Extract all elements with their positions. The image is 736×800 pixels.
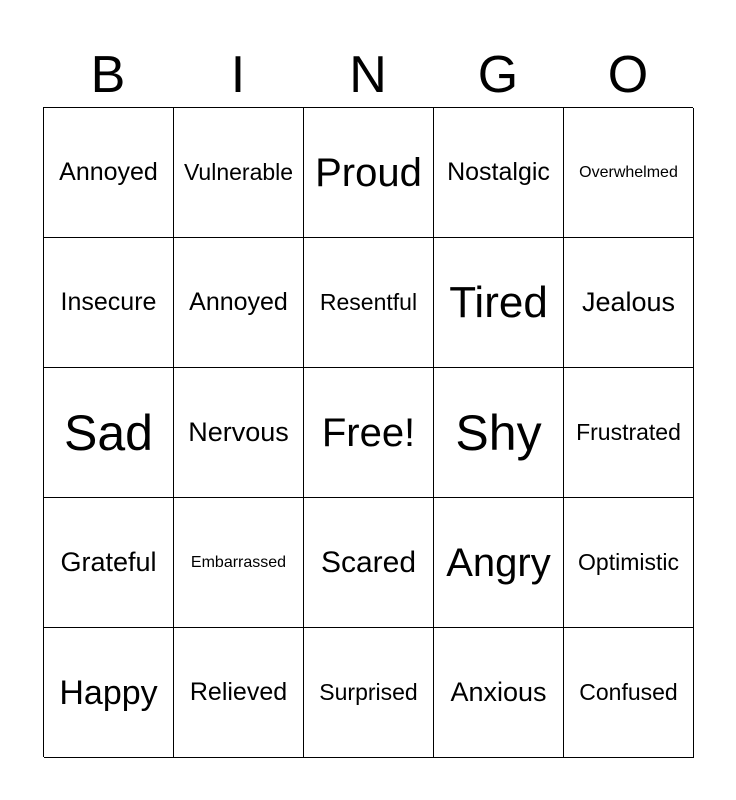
bingo-cell[interactable]: Nostalgic [434, 108, 564, 238]
header-letter-b: B [90, 46, 126, 104]
header-letter-o: O [607, 46, 649, 104]
bingo-cell[interactable]: Annoyed [174, 238, 304, 368]
header-letter-g: G [477, 46, 519, 104]
bingo-cell[interactable]: Confused [564, 628, 694, 758]
bingo-cell[interactable]: Proud [304, 108, 434, 238]
bingo-cell[interactable]: Surprised [304, 628, 434, 758]
bingo-cell[interactable]: Relieved [174, 628, 304, 758]
bingo-cell[interactable]: Tired [434, 238, 564, 368]
bingo-cell[interactable]: Vulnerable [174, 108, 304, 238]
bingo-header [43, 40, 693, 110]
bingo-cell[interactable]: Shy [434, 368, 564, 498]
free-space-cell[interactable]: Free! [304, 368, 434, 498]
header-letter-i: I [230, 46, 246, 104]
bingo-cell[interactable]: Jealous [564, 238, 694, 368]
bingo-cell[interactable]: Optimistic [564, 498, 694, 628]
bingo-cell[interactable]: Sad [44, 368, 174, 498]
bingo-cell[interactable]: Overwhelmed [564, 108, 694, 238]
bingo-cell[interactable]: Anxious [434, 628, 564, 758]
bingo-cell[interactable]: Nervous [174, 368, 304, 498]
bingo-board [43, 107, 693, 757]
bingo-cell[interactable]: Scared [304, 498, 434, 628]
bingo-cell[interactable]: Insecure [44, 238, 174, 368]
bingo-cell[interactable]: Grateful [44, 498, 174, 628]
header-letter-n: N [349, 46, 387, 104]
bingo-cell[interactable]: Frustrated [564, 368, 694, 498]
bingo-cell[interactable]: Angry [434, 498, 564, 628]
bingo-cell[interactable]: Resentful [304, 238, 434, 368]
bingo-cell[interactable]: Annoyed [44, 108, 174, 238]
bingo-cell[interactable]: Embarrassed [174, 498, 304, 628]
bingo-cell[interactable]: Happy [44, 628, 174, 758]
